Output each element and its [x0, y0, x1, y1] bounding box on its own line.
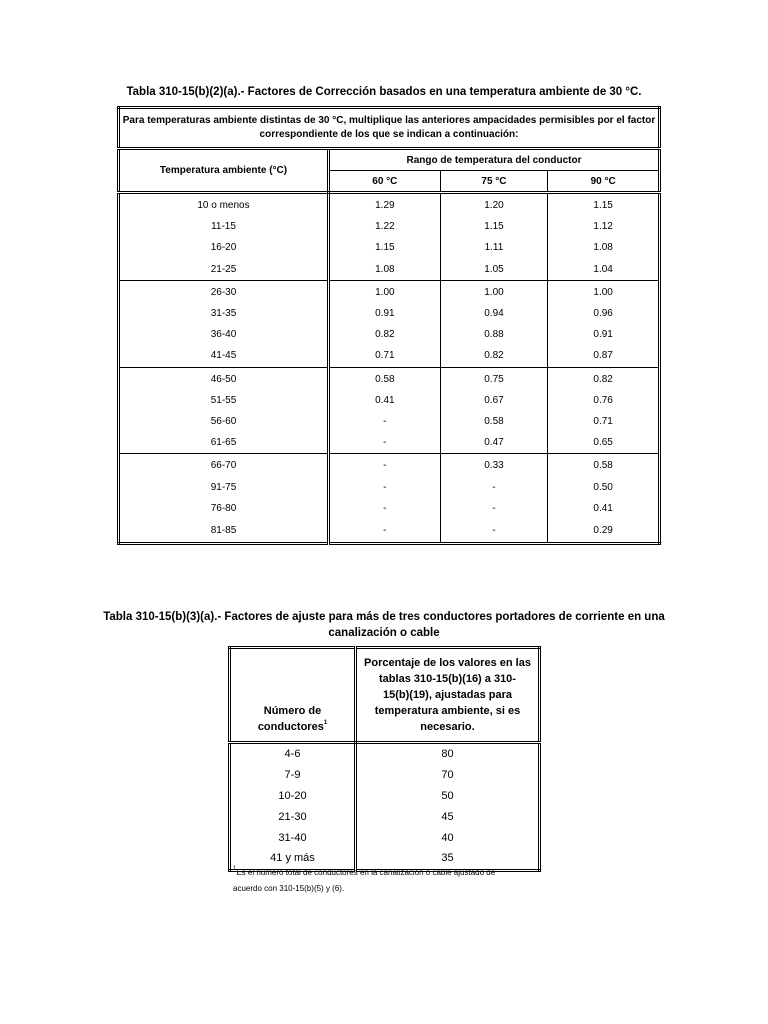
table-row	[119, 411, 660, 432]
cell-temp: 26-30	[119, 280, 329, 303]
table1-intro	[119, 108, 660, 149]
footnote	[233, 865, 553, 897]
cell-c75: -	[440, 519, 548, 544]
cell-temp: 56-60	[119, 411, 329, 432]
cell-c75: 0.82	[440, 345, 548, 367]
cell-c90: 1.04	[548, 259, 660, 281]
table2-title-line2: canalización o cable	[328, 627, 440, 639]
cell-c75: 0.58	[440, 411, 548, 432]
table-row	[230, 786, 540, 807]
cell-c90: 0.58	[593, 460, 613, 472]
cell-pct: 80	[441, 748, 454, 761]
table-row	[119, 216, 660, 237]
cell-c90: 0.65	[548, 432, 660, 454]
cell-c75: 1.20	[440, 193, 548, 217]
cell-c90: 1.00	[593, 286, 613, 298]
adjustment-factors-table	[228, 646, 541, 872]
cell-pct: 35	[441, 852, 454, 865]
footnote-sup: 1	[233, 866, 237, 872]
footnote-line2: acuerdo con 310-15(b)(5) y (6).	[233, 884, 345, 893]
cell-temp: 76-80	[119, 498, 329, 519]
cell-temp: 81-85	[119, 519, 329, 544]
cell-c60: -	[329, 411, 441, 432]
table2-title-line1: Tabla 310-15(b)(3)(a).- Factores de ajuste para más de tres conductores portadores de corriente en una	[103, 611, 665, 623]
cell-c90: 0.29	[593, 524, 613, 536]
cell-temp: 11-15	[119, 216, 329, 237]
cell-temp: 66-70	[119, 454, 329, 477]
cell-c75: -	[440, 498, 548, 519]
pct-header-line: 15(b)(19), ajustadas para	[383, 689, 512, 701]
table-row	[230, 806, 540, 827]
cell-pct: 70	[441, 769, 454, 782]
table-row	[119, 432, 660, 454]
temperature-header: Temperatura ambiente (°C)	[119, 149, 329, 193]
column-header-60c: 60 °C	[329, 171, 441, 193]
cell-temp: 61-65	[119, 432, 329, 454]
cell-c75: 1.15	[440, 216, 548, 237]
cell-num: 10-20	[230, 786, 356, 807]
cell-c60: 1.22	[329, 216, 441, 237]
cell-c60: -	[329, 498, 441, 519]
cell-c75: 0.47	[440, 432, 548, 454]
cell-c60: 0.82	[329, 324, 441, 345]
pct-header-line: Porcentaje de los valores en las	[364, 657, 531, 669]
cell-c90: 1.12	[593, 221, 613, 233]
table-row	[119, 259, 660, 281]
cell-c75: 1.00	[440, 280, 548, 303]
percentage-header	[356, 648, 540, 743]
cell-c90: 1.15	[593, 200, 613, 212]
cell-c90: 0.96	[593, 308, 613, 320]
table-row	[119, 476, 660, 497]
cell-c60: -	[329, 519, 441, 544]
column-header-90c: 90 °C	[548, 171, 660, 193]
table1-intro-line1: Para temperaturas ambiente distintas de 30 °C, multiplique las anteriores ampacidades permisibles por el factor	[122, 115, 656, 126]
column-header-75c: 75 °C	[440, 171, 548, 193]
cell-c75: 1.05	[440, 259, 548, 281]
table1-title: Tabla 310-15(b)(2)(a).- Factores de Corrección basados en una temperatura ambiente de 30 °C.	[126, 86, 642, 98]
table-row	[119, 390, 660, 411]
pct-header-line: temperatura ambiente, si es	[374, 705, 521, 717]
cell-c75: 0.75	[440, 367, 548, 390]
cell-c60: 0.41	[329, 390, 441, 411]
cell-c90: 0.82	[593, 373, 613, 385]
cell-c75: 0.33	[440, 454, 548, 477]
cell-c90: 1.08	[593, 242, 613, 254]
table-row	[119, 193, 660, 217]
table-row	[119, 345, 660, 367]
table-row	[230, 743, 540, 765]
table-row	[230, 765, 540, 786]
cell-c90: 0.41	[593, 502, 613, 514]
table2-title	[0, 609, 768, 641]
table-row	[119, 498, 660, 519]
table-row	[119, 454, 660, 477]
cell-c60: 0.71	[329, 345, 441, 367]
cell-num: 7-9	[230, 765, 356, 786]
table-row	[230, 827, 540, 848]
cell-pct: 50	[441, 789, 454, 802]
cell-c60: -	[329, 454, 441, 477]
cell-c75: 1.11	[440, 237, 548, 258]
number-of-conductors-header	[230, 648, 356, 743]
table-row	[119, 237, 660, 258]
cell-c60: 1.15	[329, 237, 441, 258]
table-row	[119, 303, 660, 324]
cell-c60: 1.08	[329, 259, 441, 281]
cell-c60: -	[329, 476, 441, 497]
cell-c75: 0.94	[440, 303, 548, 324]
cell-temp: 36-40	[119, 324, 329, 345]
pct-header-line: tablas 310-15(b)(16) a 310-	[379, 673, 516, 685]
num-header-sup: 1	[323, 720, 328, 726]
cell-temp: 21-25	[119, 259, 329, 281]
cell-num: 31-40	[230, 827, 356, 848]
cell-c75: 0.88	[440, 324, 548, 345]
num-header-line2: conductores	[257, 721, 324, 733]
cell-temp: 51-55	[119, 390, 329, 411]
cell-temp: 10 o menos	[119, 193, 329, 217]
cell-temp: 31-35	[119, 303, 329, 324]
correction-factors-table	[117, 106, 661, 545]
table-row	[119, 324, 660, 345]
cell-c90: 0.91	[593, 329, 613, 341]
cell-c90: 0.76	[593, 394, 613, 406]
cell-c60: 1.00	[329, 280, 441, 303]
table-row	[119, 280, 660, 303]
cell-c90: 0.71	[593, 415, 613, 427]
pct-header-line: necesario.	[420, 721, 475, 733]
conductor-range-header: Rango de temperatura del conductor	[329, 149, 660, 171]
cell-num: 41 y más	[230, 848, 356, 870]
cell-c60: 0.91	[329, 303, 441, 324]
cell-temp: 16-20	[119, 237, 329, 258]
cell-temp: 91-75	[119, 476, 329, 497]
cell-c75: 0.67	[440, 390, 548, 411]
cell-num: 21-30	[230, 806, 356, 827]
table1-intro-line2: correspondiente de los que se indican a continuación:	[259, 129, 519, 140]
cell-pct: 40	[441, 831, 454, 844]
cell-temp: 41-45	[119, 345, 329, 367]
cell-num: 4-6	[230, 743, 356, 765]
cell-c60: 0.58	[329, 367, 441, 390]
footnote-line1: Es el número total de conductores en la canalización o cable ajustado de	[236, 868, 496, 877]
cell-c90: 0.87	[548, 345, 660, 367]
table-row	[119, 367, 660, 390]
table-row	[119, 519, 660, 544]
cell-c90: 0.50	[593, 481, 613, 493]
cell-c75: -	[440, 476, 548, 497]
cell-c60: 1.29	[329, 193, 441, 217]
num-header-line1: Número de	[263, 705, 322, 717]
cell-c60: -	[329, 432, 441, 454]
cell-temp: 46-50	[119, 367, 329, 390]
cell-pct: 45	[441, 810, 454, 823]
